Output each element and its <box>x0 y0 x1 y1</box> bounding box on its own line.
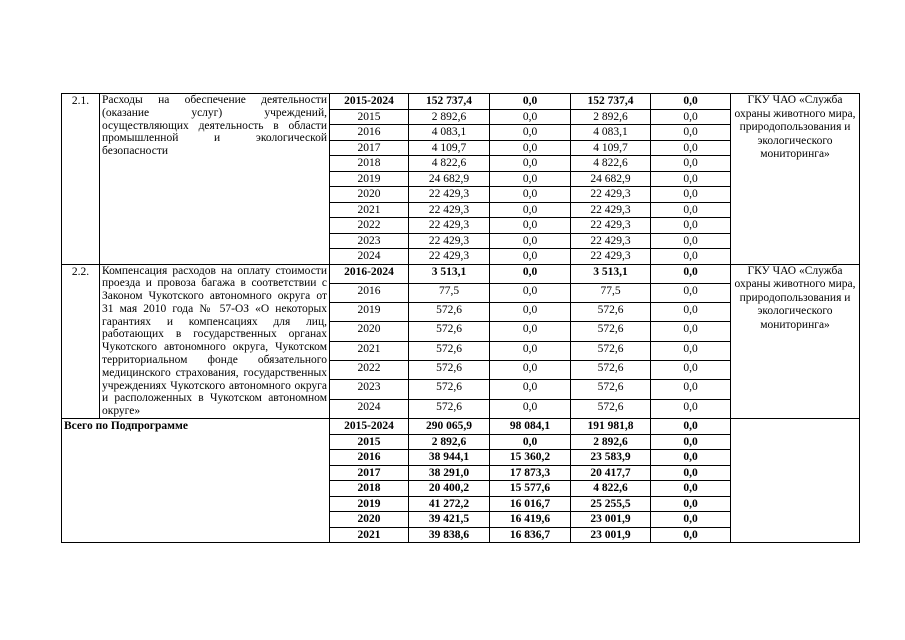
cell-fed: 15 360,2 <box>490 450 571 466</box>
cell-other: 0,0 <box>651 450 731 466</box>
cell-total: 39 421,5 <box>409 512 490 528</box>
cell-okr: 572,6 <box>571 322 651 341</box>
cell-total: 24 682,9 <box>409 171 490 187</box>
cell-fed: 16 836,7 <box>490 527 571 543</box>
cell-total: 4 822,6 <box>409 156 490 172</box>
cell-fed: 0,0 <box>490 283 571 302</box>
cell-fed: 0,0 <box>490 156 571 172</box>
cell-other: 0,0 <box>651 465 731 481</box>
cell-okr: 22 429,3 <box>571 202 651 218</box>
cell-other: 0,0 <box>651 140 731 156</box>
cell-year: 2023 <box>330 233 409 249</box>
table-body <box>62 94 860 543</box>
section-executor: ГКУ ЧАО «Служба охраны животного мира, природопользования и экологического мониторинга» <box>731 94 860 265</box>
cell-okr: 23 001,9 <box>571 527 651 543</box>
cell-other: 0,0 <box>651 380 731 399</box>
cell-year: 2015 <box>330 434 409 450</box>
cell-other: 0,0 <box>651 156 731 172</box>
cell-other: 0,0 <box>651 419 731 435</box>
section-code: 2.1. <box>62 94 100 265</box>
cell-total: 22 429,3 <box>409 187 490 203</box>
cell-okr: 24 682,9 <box>571 171 651 187</box>
cell-other: 0,0 <box>651 125 731 141</box>
cell-total: 39 838,6 <box>409 527 490 543</box>
cell-okr: 152 737,4 <box>571 94 651 110</box>
cell-year: 2020 <box>330 512 409 528</box>
cell-other: 0,0 <box>651 303 731 322</box>
cell-other: 0,0 <box>651 361 731 380</box>
cell-fed: 98 084,1 <box>490 419 571 435</box>
cell-okr: 572,6 <box>571 361 651 380</box>
cell-fed: 0,0 <box>490 399 571 418</box>
cell-okr: 2 892,6 <box>571 434 651 450</box>
cell-okr: 572,6 <box>571 303 651 322</box>
cell-okr: 20 417,7 <box>571 465 651 481</box>
cell-okr: 4 822,6 <box>571 481 651 497</box>
cell-fed: 15 577,6 <box>490 481 571 497</box>
table-row <box>62 94 860 110</box>
cell-year: 2015 <box>330 109 409 125</box>
cell-fed: 0,0 <box>490 361 571 380</box>
cell-fed: 0,0 <box>490 341 571 360</box>
cell-year: 2022 <box>330 218 409 234</box>
cell-year: 2015-2024 <box>330 419 409 435</box>
cell-year: 2016-2024 <box>330 264 409 283</box>
cell-total: 20 400,2 <box>409 481 490 497</box>
cell-fed: 17 873,3 <box>490 465 571 481</box>
cell-other: 0,0 <box>651 481 731 497</box>
cell-fed: 16 016,7 <box>490 496 571 512</box>
cell-okr: 4 083,1 <box>571 125 651 141</box>
cell-other: 0,0 <box>651 322 731 341</box>
cell-other: 0,0 <box>651 341 731 360</box>
cell-okr: 3 513,1 <box>571 264 651 283</box>
cell-year: 2024 <box>330 249 409 265</box>
cell-other: 0,0 <box>651 218 731 234</box>
cell-year: 2018 <box>330 481 409 497</box>
cell-other: 0,0 <box>651 187 731 203</box>
cell-year: 2017 <box>330 465 409 481</box>
cell-fed: 0,0 <box>490 187 571 203</box>
cell-okr: 4 822,6 <box>571 156 651 172</box>
cell-year: 2023 <box>330 380 409 399</box>
cell-year: 2018 <box>330 156 409 172</box>
cell-total: 3 513,1 <box>409 264 490 283</box>
cell-total: 4 109,7 <box>409 140 490 156</box>
cell-other: 0,0 <box>651 233 731 249</box>
cell-total: 38 944,1 <box>409 450 490 466</box>
cell-okr: 23 001,9 <box>571 512 651 528</box>
cell-okr: 77,5 <box>571 283 651 302</box>
section-description: Компенсация расходов на оплату стоимости проезда и провоза багажа в соответствии с Законом Чукотского автономного округа от 31 мая 2010 года № 57-ОЗ «О некоторых гарантиях и компенсациях для лиц, работающих в государственных органах Чукотского автономного округа, Чукотском территориальном фонде обязательного медицинского страхования, государственных учреждениях Чукотского автономного округа и расположенных в Чукотском автономном округе» <box>100 264 330 419</box>
cell-other: 0,0 <box>651 283 731 302</box>
cell-total: 572,6 <box>409 341 490 360</box>
cell-year: 2021 <box>330 202 409 218</box>
cell-year: 2019 <box>330 496 409 512</box>
cell-total: 572,6 <box>409 380 490 399</box>
table-row <box>62 264 860 283</box>
cell-total: 4 083,1 <box>409 125 490 141</box>
cell-other: 0,0 <box>651 434 731 450</box>
cell-other: 0,0 <box>651 264 731 283</box>
cell-okr: 191 981,8 <box>571 419 651 435</box>
cell-total: 41 272,2 <box>409 496 490 512</box>
cell-fed: 0,0 <box>490 202 571 218</box>
cell-okr: 572,6 <box>571 380 651 399</box>
cell-fed: 16 419,6 <box>490 512 571 528</box>
cell-okr: 572,6 <box>571 399 651 418</box>
cell-fed: 0,0 <box>490 322 571 341</box>
cell-year: 2016 <box>330 450 409 466</box>
cell-year: 2024 <box>330 399 409 418</box>
cell-okr: 4 109,7 <box>571 140 651 156</box>
cell-other: 0,0 <box>651 512 731 528</box>
cell-total: 2 892,6 <box>409 434 490 450</box>
cell-total: 152 737,4 <box>409 94 490 110</box>
cell-other: 0,0 <box>651 249 731 265</box>
cell-other: 0,0 <box>651 94 731 110</box>
cell-other: 0,0 <box>651 171 731 187</box>
cell-okr: 572,6 <box>571 341 651 360</box>
cell-other: 0,0 <box>651 527 731 543</box>
cell-other: 0,0 <box>651 496 731 512</box>
cell-year: 2021 <box>330 527 409 543</box>
total-row <box>62 419 860 435</box>
total-executor-cell <box>731 419 860 543</box>
subprogram-total-label: Всего по Подпрограмме <box>62 419 330 543</box>
cell-okr: 22 429,3 <box>571 233 651 249</box>
cell-total: 22 429,3 <box>409 218 490 234</box>
cell-fed: 0,0 <box>490 140 571 156</box>
cell-fed: 0,0 <box>490 94 571 110</box>
cell-total: 2 892,6 <box>409 109 490 125</box>
cell-okr: 25 255,5 <box>571 496 651 512</box>
cell-year: 2019 <box>330 303 409 322</box>
cell-fed: 0,0 <box>490 434 571 450</box>
cell-year: 2022 <box>330 361 409 380</box>
section-code: 2.2. <box>62 264 100 419</box>
cell-fed: 0,0 <box>490 249 571 265</box>
cell-year: 2020 <box>330 187 409 203</box>
cell-fed: 0,0 <box>490 218 571 234</box>
cell-fed: 0,0 <box>490 303 571 322</box>
subprogram-budget-table <box>61 93 860 543</box>
cell-total: 22 429,3 <box>409 249 490 265</box>
cell-total: 22 429,3 <box>409 202 490 218</box>
cell-fed: 0,0 <box>490 233 571 249</box>
cell-other: 0,0 <box>651 109 731 125</box>
cell-fed: 0,0 <box>490 109 571 125</box>
cell-total: 22 429,3 <box>409 233 490 249</box>
cell-year: 2016 <box>330 125 409 141</box>
cell-year: 2015-2024 <box>330 94 409 110</box>
cell-year: 2021 <box>330 341 409 360</box>
cell-okr: 22 429,3 <box>571 249 651 265</box>
cell-okr: 2 892,6 <box>571 109 651 125</box>
cell-fed: 0,0 <box>490 125 571 141</box>
cell-okr: 23 583,9 <box>571 450 651 466</box>
cell-other: 0,0 <box>651 399 731 418</box>
cell-okr: 22 429,3 <box>571 218 651 234</box>
cell-total: 77,5 <box>409 283 490 302</box>
cell-total: 38 291,0 <box>409 465 490 481</box>
section-executor: ГКУ ЧАО «Служба охраны животного мира, природопользования и экологического мониторинга» <box>731 264 860 419</box>
cell-total: 572,6 <box>409 322 490 341</box>
cell-year: 2020 <box>330 322 409 341</box>
cell-fed: 0,0 <box>490 171 571 187</box>
cell-okr: 22 429,3 <box>571 187 651 203</box>
cell-total: 572,6 <box>409 361 490 380</box>
cell-total: 572,6 <box>409 303 490 322</box>
cell-year: 2019 <box>330 171 409 187</box>
section-description: Расходы на обеспечение деятельности (оказание услуг) учреждений, осуществляющих деятельность в области промышленной и экологической безопасности <box>100 94 330 265</box>
cell-total: 572,6 <box>409 399 490 418</box>
cell-fed: 0,0 <box>490 380 571 399</box>
cell-fed: 0,0 <box>490 264 571 283</box>
cell-total: 290 065,9 <box>409 419 490 435</box>
cell-other: 0,0 <box>651 202 731 218</box>
cell-year: 2016 <box>330 283 409 302</box>
cell-year: 2017 <box>330 140 409 156</box>
